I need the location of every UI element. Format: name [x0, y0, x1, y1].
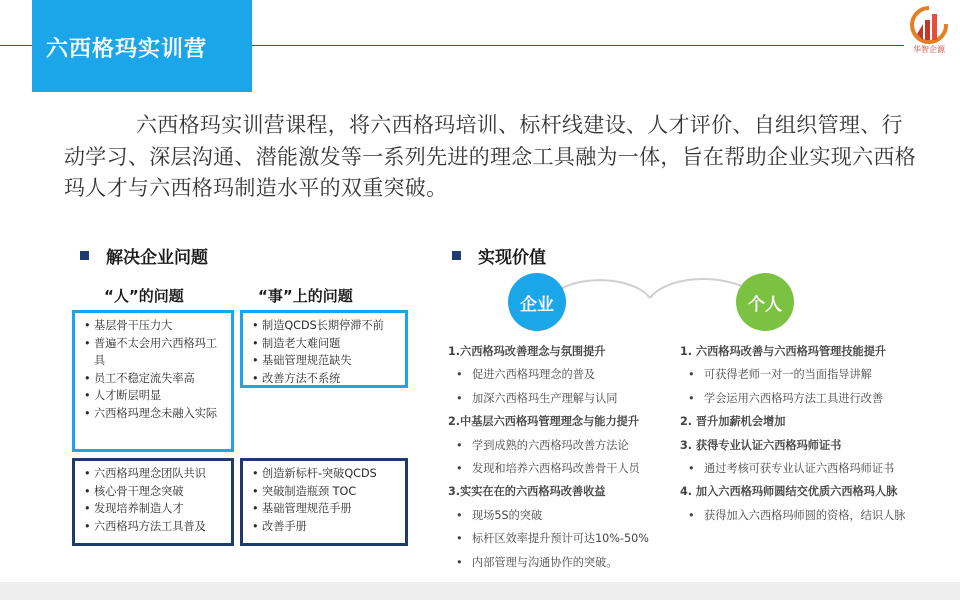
value-text: 获得加入六西格玛师圆的资格，结识人脉: [704, 508, 906, 522]
things-solutions-box: [240, 458, 408, 546]
bullet-dot-icon: •: [456, 368, 463, 382]
value-line: [680, 457, 930, 480]
solve-problems-heading: [80, 243, 208, 268]
value-line: [680, 340, 930, 363]
logo-text: 华智企源: [913, 45, 945, 54]
bullet-dot-icon: •: [688, 368, 695, 382]
bullet-dot-icon: •: [688, 508, 695, 522]
value-line: [680, 363, 930, 386]
solve-problems-label: 解决企业问题: [106, 248, 208, 268]
value-text: 学会运用六西格玛方法工具进行改善: [704, 391, 884, 405]
value-line: [680, 480, 930, 503]
list-item: • 基础管理规范手册: [252, 500, 399, 518]
list-item: • 创造新标杆-突破QCDS: [252, 465, 399, 483]
value-text: 2.中基层六西格玛管理理念与能力提升: [448, 415, 640, 429]
list-item: • 改善方法不系统: [252, 370, 399, 388]
bullet-dot-icon: •: [456, 555, 463, 569]
individual-circle: 个人: [736, 273, 794, 331]
value-text: 标杆区效率提升预计可达10%-50%: [472, 532, 649, 546]
list-item: • 员工不稳定流失率高: [84, 370, 225, 388]
list-item: • 六西格玛方法工具普及: [84, 518, 225, 536]
list-item: • 发现培养制造人才: [84, 500, 225, 518]
people-problems-box: [72, 310, 234, 452]
value-line: [680, 410, 930, 433]
page-title: 六西格玛实训营: [46, 37, 208, 62]
things-problems-box: [240, 310, 408, 388]
value-text: 4. 加入六西格玛师圆结交优质六西格玛人脉: [680, 485, 898, 499]
value-line: [680, 387, 930, 410]
value-text: 1.六西格玛改善理念与氛围提升: [448, 345, 606, 358]
list-item: • 突破制造瓶颈 TOC: [252, 483, 399, 501]
list-item: • 制造老大难问题: [252, 335, 399, 353]
value-text: 3.实实在在的六西格玛改善收益: [448, 485, 606, 499]
list-item: • 基础管理规范缺失: [252, 352, 399, 370]
bullet-dot-icon: •: [456, 438, 463, 452]
value-text: 内部管理与沟通协作的突破。: [472, 555, 618, 569]
value-text: 促进六西格玛理念的普及: [472, 368, 596, 382]
bullet-dot-icon: •: [688, 461, 695, 475]
bullet-dot-icon: •: [688, 391, 695, 405]
value-line: [448, 551, 676, 574]
value-line: [680, 434, 930, 457]
value-line: [448, 434, 676, 457]
square-bullet-icon: [452, 251, 461, 260]
list-item: • 核心骨干理念突破: [84, 483, 225, 501]
value-text: 可获得老师一对一的当面指导讲解: [704, 368, 872, 382]
value-line: [448, 410, 676, 433]
value-text: 2. 晋升加薪机会增加: [680, 415, 786, 429]
list-item: • 制造QCDS长期停滞不前: [252, 317, 399, 335]
value-text: 学到成熟的六西格玛改善方法论: [472, 438, 629, 452]
bullet-dot-icon: •: [456, 461, 463, 475]
value-line: [448, 340, 676, 363]
value-line: [448, 504, 676, 527]
individual-value-list: [680, 340, 930, 527]
list-item: • 六西格玛理念团队共识: [84, 465, 225, 483]
list-item: • 基层骨干压力大: [84, 317, 225, 335]
bullet-dot-icon: •: [456, 532, 463, 546]
value-line: [448, 363, 676, 386]
value-text: 3. 获得专业认证六西格玛师证书: [680, 438, 842, 452]
value-line: [448, 457, 676, 480]
things-problems-heading: “事”上的问题: [258, 287, 353, 305]
people-solutions-box: [72, 458, 234, 546]
value-text: 发现和培养六西格玛改善骨干人员: [472, 461, 640, 475]
value-text: 通过考核可获专业认证六西格玛师证书: [704, 461, 895, 475]
bullet-dot-icon: •: [456, 508, 463, 522]
footer-band: [0, 582, 960, 600]
value-label: 实现价值: [478, 248, 546, 268]
value-text: 现场5S的突破: [472, 508, 543, 522]
list-item: • 改善手册: [252, 518, 399, 536]
list-item: • 普遍不太会用六西格玛工具: [84, 335, 225, 370]
list-item: • 人才断层明显: [84, 387, 225, 405]
value-line: [448, 387, 676, 410]
value-line: [680, 504, 930, 527]
enterprise-value-list: [448, 340, 676, 574]
bullet-dot-icon: •: [456, 391, 463, 405]
list-item: • 六西格玛理念未融入实际: [84, 405, 225, 423]
square-bullet-icon: [80, 251, 89, 260]
value-line: [448, 527, 676, 550]
value-text: 1. 六西格玛改善与六西格玛管理技能提升: [680, 345, 887, 358]
intro-paragraph: 六西格玛实训营课程，将六西格玛培训、标杆线建设、人才评价、自组织管理、行动学习、深层沟通、潜能激发等一系列先进的理念工具融为一体，旨在帮助企业实现六西格玛人才与六西格玛制造水平的双重突破。: [64, 113, 916, 200]
value-line: [448, 480, 676, 503]
people-problems-heading: “人”的问题: [104, 287, 184, 305]
enterprise-circle: 企业: [508, 273, 566, 331]
value-text: 加深六西格玛生产理解与认同: [472, 391, 618, 405]
